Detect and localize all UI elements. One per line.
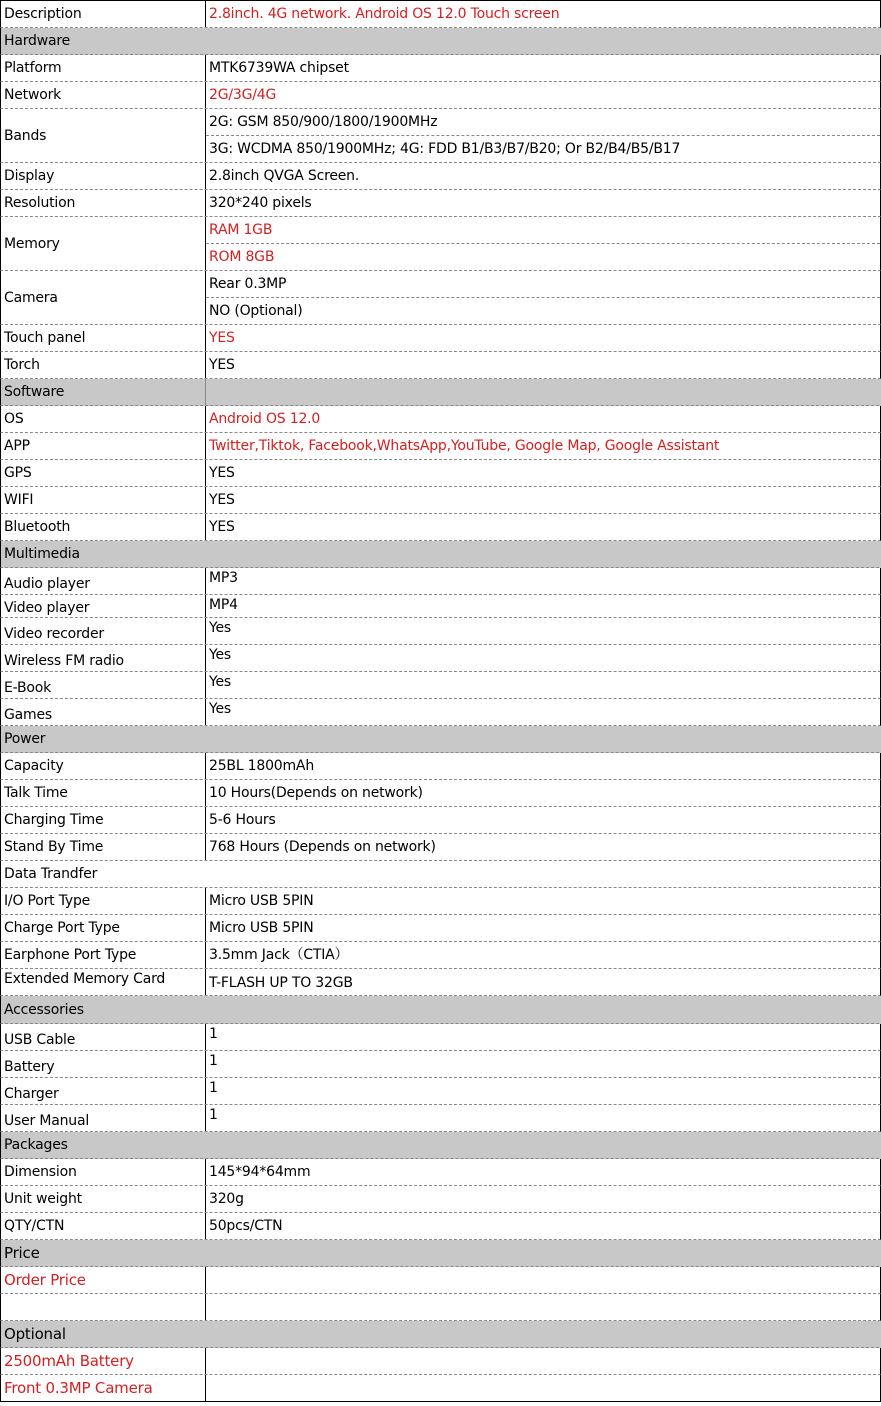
- charge-port-label: Charge Port Type: [4, 920, 120, 936]
- row-dimension: [0, 1159, 881, 1186]
- unit-weight-value: 320g: [205, 1186, 880, 1212]
- resolution-label: Resolution: [4, 195, 76, 211]
- row-usb-cable: [0, 1024, 881, 1051]
- section-accessories: [0, 996, 881, 1024]
- user-manual-label: User Manual: [4, 1113, 90, 1129]
- row-network: [0, 82, 881, 109]
- memory-card-value: T-FLASH UP TO 32GB: [205, 969, 880, 995]
- standby-time-label: Stand By Time: [4, 839, 104, 855]
- row-memory-card: [0, 969, 881, 996]
- hardware-title: Hardware: [4, 33, 70, 49]
- memory-values: [205, 217, 880, 270]
- optional-camera-value: [205, 1375, 880, 1401]
- talk-time-value: 10 Hours(Depends on network): [205, 780, 880, 806]
- wifi-value: YES: [205, 487, 880, 513]
- order-price-label: Order Price: [4, 1271, 86, 1289]
- torch-label: Torch: [4, 357, 40, 373]
- camera-values: [205, 271, 880, 324]
- audio-player-value: MP3: [205, 568, 880, 594]
- row-qty-ctn: [0, 1213, 881, 1240]
- row-bluetooth: [0, 514, 881, 541]
- qty-ctn-label: QTY/CTN: [4, 1218, 65, 1234]
- row-capacity: [0, 753, 881, 780]
- row-audio-player: [0, 568, 881, 595]
- multimedia-title: Multimedia: [4, 546, 80, 562]
- io-port-label: I/O Port Type: [4, 893, 91, 909]
- gps-value: YES: [205, 460, 880, 486]
- bands-values: [205, 109, 880, 162]
- price-blank-label: [1, 1294, 202, 1320]
- dimension-label: Dimension: [4, 1164, 77, 1180]
- memory-ram: RAM 1GB: [206, 217, 880, 244]
- platform-label: Platform: [4, 60, 62, 76]
- audio-player-label: Audio player: [4, 576, 90, 592]
- memory-label: Memory: [4, 235, 60, 252]
- row-display: [0, 163, 881, 190]
- gps-label: GPS: [4, 465, 32, 481]
- section-hardware: [0, 28, 881, 55]
- row-torch: [0, 352, 881, 379]
- charger-label: Charger: [4, 1086, 59, 1102]
- network-value: 2G/3G/4G: [205, 82, 880, 108]
- row-talk-time: [0, 780, 881, 807]
- memory-rom: ROM 8GB: [209, 249, 275, 265]
- network-label: Network: [4, 87, 62, 103]
- section-multimedia: [0, 541, 881, 568]
- charging-time-label: Charging Time: [4, 812, 104, 828]
- video-player-value: MP4: [205, 595, 880, 617]
- row-charger: [0, 1078, 881, 1105]
- row-app: [0, 433, 881, 460]
- usb-cable-label: USB Cable: [4, 1032, 76, 1048]
- app-label: APP: [4, 438, 30, 454]
- display-label: Display: [4, 168, 55, 184]
- battery-value: 1: [205, 1051, 880, 1077]
- row-platform: [0, 55, 881, 82]
- os-label: OS: [4, 411, 24, 427]
- optional-title: Optional: [4, 1325, 66, 1343]
- row-video-recorder: [0, 618, 881, 645]
- row-os: [0, 406, 881, 433]
- io-port-value: Micro USB 5PIN: [205, 888, 880, 914]
- games-value: Yes: [205, 699, 880, 725]
- row-resolution: [0, 190, 881, 217]
- row-gps: [0, 460, 881, 487]
- capacity-label: Capacity: [4, 758, 64, 774]
- row-data-transfer: [0, 861, 881, 888]
- row-standby-time: [0, 834, 881, 861]
- games-label: Games: [4, 707, 52, 723]
- standby-time-value: 768 Hours (Depends on network): [205, 834, 880, 860]
- optional-battery-value: [205, 1348, 880, 1374]
- bands-value-2g: 2G: GSM 850/900/1800/1900MHz: [206, 109, 880, 136]
- fm-radio-label: Wireless FM radio: [4, 653, 124, 669]
- platform-value: MTK6739WA chipset: [205, 55, 880, 81]
- charger-value: 1: [205, 1078, 880, 1104]
- row-memory: [0, 217, 881, 271]
- qty-ctn-value: 50pcs/CTN: [205, 1213, 880, 1239]
- accessories-title: Accessories: [4, 1002, 84, 1018]
- bands-label: Bands: [4, 127, 47, 144]
- row-user-manual: [0, 1105, 881, 1132]
- section-software: [0, 379, 881, 406]
- video-player-label: Video player: [4, 600, 90, 616]
- row-video-player: [0, 595, 881, 618]
- memory-card-label: Extended Memory Card: [4, 971, 166, 987]
- row-wifi: [0, 487, 881, 514]
- section-optional: [0, 1321, 881, 1348]
- touch-panel-value: YES: [205, 325, 880, 351]
- row-optional-camera: [0, 1375, 881, 1402]
- video-recorder-label: Video recorder: [4, 626, 104, 642]
- bluetooth-label: Bluetooth: [4, 519, 71, 535]
- row-camera: [0, 271, 881, 325]
- row-charging-time: [0, 807, 881, 834]
- row-fm-radio: [0, 645, 881, 672]
- bluetooth-value: YES: [205, 514, 880, 540]
- torch-value: YES: [205, 352, 880, 378]
- bands-value-3g4g: 3G: WCDMA 850/1900MHz; 4G: FDD B1/B3/B7/B20; Or B2/B4/B5/B17: [209, 141, 681, 157]
- packages-title: Packages: [4, 1137, 68, 1153]
- order-price-value: [205, 1267, 880, 1293]
- app-value: Twitter,Tiktok, Facebook,WhatsApp,YouTube, Google Map, Google Assistant: [205, 433, 880, 459]
- optional-battery-label: 2500mAh Battery: [4, 1352, 134, 1370]
- battery-label: Battery: [4, 1059, 55, 1075]
- display-value: 2.8inch QVGA Screen.: [205, 163, 880, 189]
- power-title: Power: [4, 731, 46, 747]
- charging-time-value: 5-6 Hours: [205, 807, 880, 833]
- price-title: Price: [4, 1244, 40, 1262]
- row-charge-port: [0, 915, 881, 942]
- usb-cable-value: 1: [205, 1024, 880, 1050]
- camera-rear: Rear 0.3MP: [206, 271, 880, 298]
- row-io-port: [0, 888, 881, 915]
- capacity-value: 25BL 1800mAh: [205, 753, 880, 779]
- row-unit-weight: [0, 1186, 881, 1213]
- fm-radio-value: Yes: [205, 645, 880, 671]
- row-games: [0, 699, 881, 726]
- section-packages: [0, 1132, 881, 1159]
- resolution-value: 320*240 pixels: [205, 190, 880, 216]
- software-title: Software: [4, 384, 65, 400]
- ebook-label: E-Book: [4, 680, 52, 696]
- talk-time-label: Talk Time: [4, 785, 68, 801]
- user-manual-value: 1: [205, 1105, 880, 1131]
- row-battery: [0, 1051, 881, 1078]
- camera-front: NO (Optional): [209, 303, 303, 319]
- touch-panel-label: Touch panel: [4, 330, 86, 346]
- row-ebook: [0, 672, 881, 699]
- row-earphone-port: [0, 942, 881, 969]
- price-blank-value: [205, 1294, 880, 1320]
- row-optional-battery: [0, 1348, 881, 1375]
- os-value: Android OS 12.0: [205, 406, 880, 432]
- video-recorder-value: Yes: [205, 618, 880, 644]
- row-price-blank: [0, 1294, 881, 1321]
- row-order-price: [0, 1267, 881, 1294]
- row-bands: [0, 109, 881, 163]
- earphone-port-value: 3.5mm Jack（CTIA）: [205, 942, 880, 968]
- section-price: [0, 1240, 881, 1267]
- earphone-port-label: Earphone Port Type: [4, 947, 137, 963]
- dimension-value: 145*94*64mm: [205, 1159, 880, 1185]
- unit-weight-label: Unit weight: [4, 1191, 82, 1207]
- row-touch-panel: [0, 325, 881, 352]
- description-label: Description: [4, 6, 82, 22]
- ebook-value: Yes: [205, 672, 880, 698]
- camera-label: Camera: [4, 289, 58, 306]
- row-description: [0, 0, 881, 28]
- wifi-label: WIFI: [4, 492, 34, 508]
- charge-port-value: Micro USB 5PIN: [205, 915, 880, 941]
- description-value: 2.8inch. 4G network. Android OS 12.0 Touch screen: [205, 1, 880, 27]
- optional-camera-label: Front 0.3MP Camera: [4, 1379, 153, 1397]
- section-power: [0, 726, 881, 753]
- data-transfer-title: Data Trandfer: [4, 866, 98, 882]
